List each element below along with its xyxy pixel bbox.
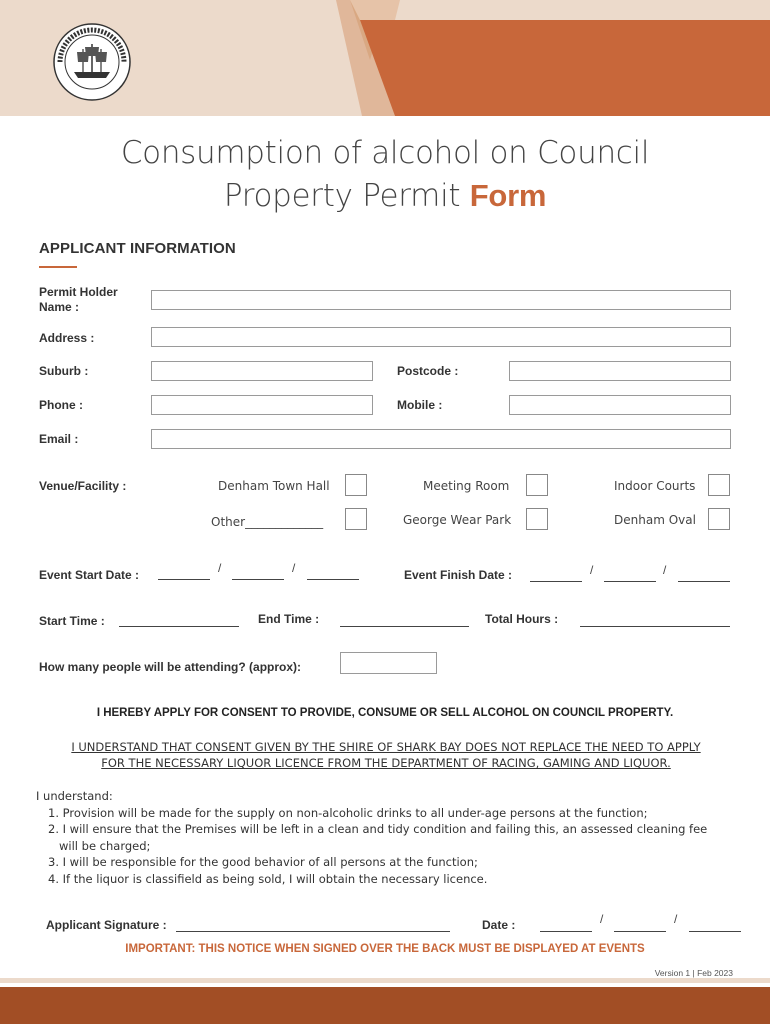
end-time-field[interactable] <box>340 613 469 627</box>
venue-option-label: Denham Oval <box>614 513 696 527</box>
denham-town-hall-checkbox[interactable] <box>345 474 367 496</box>
event-finish-date-label: Event Finish Date : <box>404 568 513 582</box>
form-title-line1: Consumption of alcohol on Council <box>120 135 650 171</box>
suburb-field[interactable] <box>151 361 373 381</box>
address-label: Address : <box>39 331 95 345</box>
condition-item: 1. Provision will be made for the supply on non-alcoholic drinks to all under-age persons at the function; <box>48 805 648 820</box>
postcode-field[interactable] <box>509 361 731 381</box>
understanding-statement <box>36 739 736 771</box>
form-title-line2 <box>0 178 770 214</box>
event-start-date-label: Event Start Date : <box>39 568 140 582</box>
date-separator: / <box>674 912 678 926</box>
start-time-field[interactable] <box>119 613 239 627</box>
venue-option-label: George Wear Park <box>403 513 512 527</box>
start-time-label: Start Time : <box>39 614 105 628</box>
condition-item: 2. I will ensure that the Premises will be left in a clean and tidy condition and failing this, an assessed cleaning fee <box>48 822 708 836</box>
attendance-label: How many people will be attending? (approx): <box>39 660 302 674</box>
permit-holder-label-line1: Permit Holder <box>39 285 118 299</box>
venue-option-label: Denham Town Hall <box>218 479 330 493</box>
version-label: Version 1 | Feb 2023 <box>654 968 733 978</box>
other-venue-checkbox[interactable] <box>345 508 367 530</box>
george-wear-park-checkbox[interactable] <box>526 508 548 530</box>
mobile-field[interactable] <box>509 395 731 415</box>
suburb-label: Suburb : <box>39 364 89 378</box>
denham-oval-checkbox[interactable] <box>708 508 730 530</box>
date-separator: / <box>590 563 594 577</box>
application-statement: I HEREBY APPLY FOR CONSENT TO PROVIDE, CONSUME OR SELL ALCOHOL ON COUNCIL PROPERTY. <box>96 707 674 719</box>
signature-date-label: Date : <box>482 918 516 932</box>
understanding-line2: FOR THE NECESSARY LIQUOR LICENCE FROM THE DEPARTMENT OF RACING, GAMING AND LIQUOR. <box>101 756 671 770</box>
date-separator: / <box>663 563 667 577</box>
signature-year-field[interactable] <box>689 918 741 932</box>
end-time-label: End Time : <box>258 612 320 626</box>
section-divider <box>39 266 77 268</box>
shire-logo <box>52 22 132 102</box>
footer-band <box>0 987 770 1024</box>
phone-label: Phone : <box>39 398 83 412</box>
signature-day-field[interactable] <box>540 918 592 932</box>
permit-holder-label-line2: Name : <box>39 300 80 314</box>
venue-option-label: Other_____________ <box>211 515 324 529</box>
signature-label: Applicant Signature : <box>46 918 167 932</box>
venue-label: Venue/Facility : <box>39 479 127 493</box>
meeting-room-checkbox[interactable] <box>526 474 548 496</box>
important-notice: IMPORTANT: THIS NOTICE WHEN SIGNED OVER THE BACK MUST BE DISPLAYED AT EVENTS <box>125 943 645 955</box>
finish-month-field[interactable] <box>604 568 656 582</box>
footer-rule <box>0 978 770 983</box>
conditions-list <box>36 788 736 887</box>
signature-field[interactable] <box>176 918 450 932</box>
conditions-intro: I understand: <box>36 789 113 803</box>
start-month-field[interactable] <box>232 566 284 580</box>
condition-item-continued: will be charged; <box>59 838 151 853</box>
email-field[interactable] <box>151 429 731 449</box>
date-separator: / <box>218 561 222 575</box>
total-hours-label: Total Hours : <box>485 612 559 626</box>
email-label: Email : <box>39 432 79 446</box>
mobile-label: Mobile : <box>397 398 443 412</box>
form-title-accent: Form <box>469 178 547 213</box>
understanding-line1: I UNDERSTAND THAT CONSENT GIVEN BY THE SHIRE OF SHARK BAY DOES NOT REPLACE THE NEED TO APPLY <box>71 740 701 754</box>
start-year-field[interactable] <box>307 566 359 580</box>
postcode-label: Postcode : <box>397 364 459 378</box>
finish-year-field[interactable] <box>678 568 730 582</box>
venue-option-label: Meeting Room <box>423 479 510 493</box>
indoor-courts-checkbox[interactable] <box>708 474 730 496</box>
section-heading: APPLICANT INFORMATION <box>39 240 236 257</box>
condition-item: 3. I will be responsible for the good behavior of all persons at the function; <box>48 855 478 869</box>
permit-holder-field[interactable] <box>151 290 731 310</box>
permit-holder-label <box>39 285 118 315</box>
date-separator: / <box>292 561 296 575</box>
address-field[interactable] <box>151 327 731 347</box>
form-title-main: Property Permit <box>223 178 461 214</box>
attendance-field[interactable] <box>340 652 437 674</box>
signature-month-field[interactable] <box>614 918 666 932</box>
date-separator: / <box>600 912 604 926</box>
phone-field[interactable] <box>151 395 373 415</box>
condition-item: 4. If the liquor is classifield as being sold, I will obtain the necessary licence. <box>48 871 488 886</box>
venue-option-label: Indoor Courts <box>614 479 696 493</box>
total-hours-field[interactable] <box>580 613 730 627</box>
finish-day-field[interactable] <box>530 568 582 582</box>
start-day-field[interactable] <box>158 566 210 580</box>
